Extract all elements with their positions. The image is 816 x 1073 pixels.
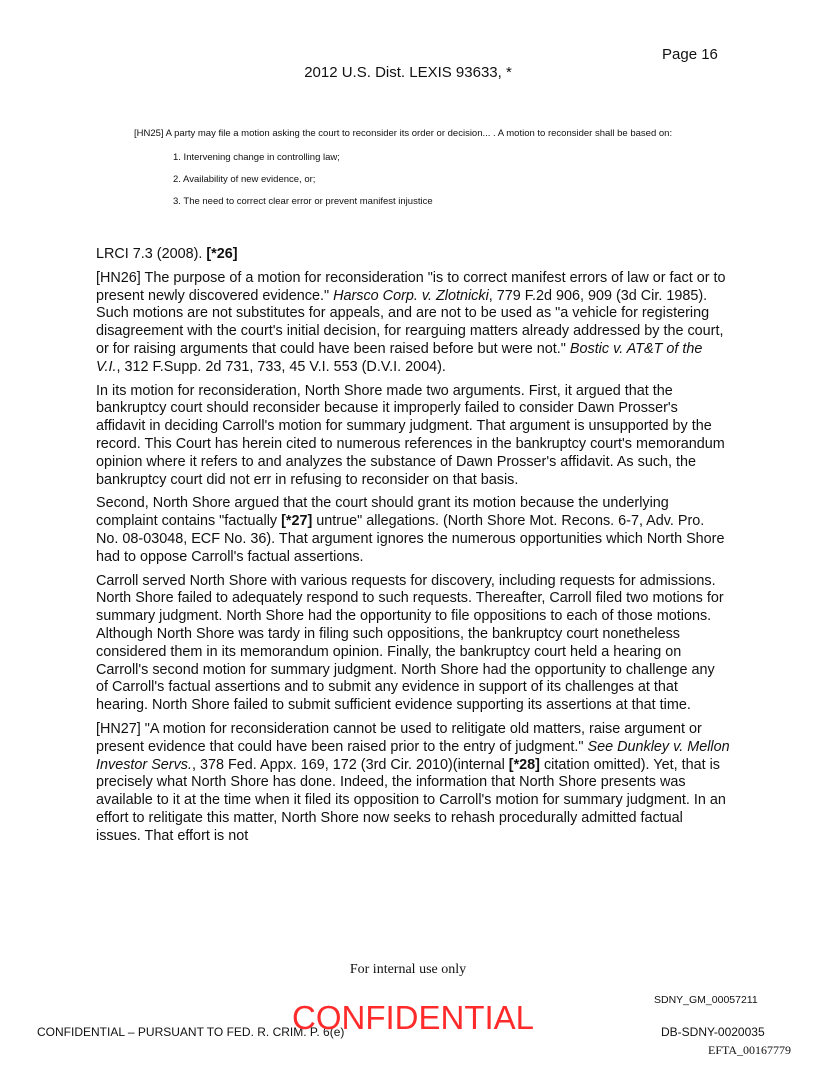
opinion-body bbox=[96, 246, 730, 852]
internal-use-note: For internal use only bbox=[349, 962, 467, 977]
lrci-text: LRCI 7.3 (2008). bbox=[96, 246, 207, 262]
bates-number-db: DB-SDNY-0020035 bbox=[661, 1025, 765, 1039]
text-span: [HN27] "A motion for reconsideration cannot be used to relitigate old matters, raise argument or present evidence that could have been raised prior to the entry of judgment." bbox=[96, 720, 702, 755]
case-citation: See Dunkley v. Mellon Investor Servs. bbox=[96, 738, 730, 773]
text-span: , 779 F.2d 906, 909 (3d Cir. 1985). Such motions are not substitutes for appeals, and are not to be used as "a vehicle for registering disagreement with the court's initial decision, for rearguing matters already addressed by the court, or for raising arguments that could have been raised before but were not." bbox=[96, 287, 724, 357]
efta-number: EFTA_00167779 bbox=[708, 1043, 792, 1057]
paragraph-hn27 bbox=[96, 721, 730, 846]
star-page-26: [*26] bbox=[206, 246, 238, 262]
text-span: Second, North Shore argued that the court should grant its motion because the underlying complaint contains "factually bbox=[96, 495, 669, 530]
paragraph-second-argument bbox=[96, 495, 730, 566]
rule-item: 3. The need to correct clear error or prevent manifest injustice bbox=[173, 196, 433, 207]
rule-quote bbox=[134, 128, 694, 218]
rule-item: 2. Availability of new evidence, or; bbox=[173, 174, 316, 185]
confidential-stamp: CONFIDENTIAL bbox=[292, 999, 535, 1036]
paragraph-hn26 bbox=[96, 270, 730, 377]
page-number: Page 16 bbox=[662, 46, 718, 63]
text-span: , 312 F.Supp. 2d 731, 733, 45 V.I. 553 (D.V.I. 2004). bbox=[116, 358, 446, 375]
bates-number-gm: SDNY_GM_00057211 bbox=[654, 994, 758, 1006]
text-span: , 378 Fed. Appx. 169, 172 (3rd Cir. 2010)(internal bbox=[191, 756, 509, 773]
paragraph-first-argument: In its motion for reconsideration, North Shore made two arguments. First, it argued that the bankruptcy court should reconsider because it improperly failed to consider Dawn Prosser's affidavit in deciding Carroll's motion for summary judgment. That argument is unsupported by the record. This Court has herein cited to numerous references in the bankruptcy court's memorandum opinion where it refers to and analyzes the substance of Dawn Prosser's affidavit. As such, the bankruptcy court did not err in refusing to reconsider on that basis. bbox=[96, 382, 725, 488]
page-citation: 2012 U.S. Dist. LEXIS 93633, * bbox=[304, 64, 512, 81]
rule-item: 1. Intervening change in controlling law; bbox=[173, 152, 340, 163]
rule-list bbox=[134, 152, 694, 208]
paragraph-lrci bbox=[96, 246, 730, 264]
text-span: [HN26] The purpose of a motion for reconsideration "is to correct manifest errors of law or fact or to present newly discovered evidence." bbox=[96, 269, 726, 304]
rule-intro: [HN25] A party may file a motion asking the court to reconsider its order or decision... . A motion to reconsider shall be based on: bbox=[134, 128, 673, 139]
confidentiality-notice: CONFIDENTIAL – PURSUANT TO FED. R. CRIM. P. 6(e) bbox=[37, 1025, 345, 1039]
star-page-28: [*28] bbox=[508, 756, 540, 773]
case-citation: Harsco Corp. v. Zlotnicki bbox=[333, 287, 489, 304]
case-citation: Bostic v. AT&T of the V.I. bbox=[96, 340, 703, 375]
star-page-27: [*27] bbox=[281, 513, 313, 530]
paragraph-discovery: Carroll served North Shore with various requests for discovery, including requests for admissions. North Shore failed to adequately respond to such requests. Thereafter, Carroll filed two motions for summary judgment. North Shore had the opportunity to file oppositions to each of those motions. Although North Shore was tardy in filing such oppositions, the bankruptcy court nonetheless considered them in its memorandum opinion. Finally, the bankruptcy court held a hearing on Carroll's second motion for summary judgment. North Shore had the opportunity to challenge any of Carroll's factual assertions and to submit any evidence in support of its challenges at that hearing. North Shore failed to submit sufficient evidence supporting its assertions at that time. bbox=[96, 572, 724, 714]
text-span: citation omitted). Yet, that is precisely what North Shore has done. Indeed, the information that North Shore presents was available to it at the time when it filed its opposition to Carroll's motion for summary judgment. In an effort to relitigate this matter, North Shore now seeks to rehash procedurally admitted factual issues. That effort is not bbox=[96, 756, 726, 844]
text-span: untrue" allegations. (North Shore Mot. Recons. 6-7, Adv. Pro. No. 08-03048, ECF No. 36). That argument ignores the numerous opportunities which North Shore had to oppose Carroll's factual assertions. bbox=[96, 513, 725, 565]
